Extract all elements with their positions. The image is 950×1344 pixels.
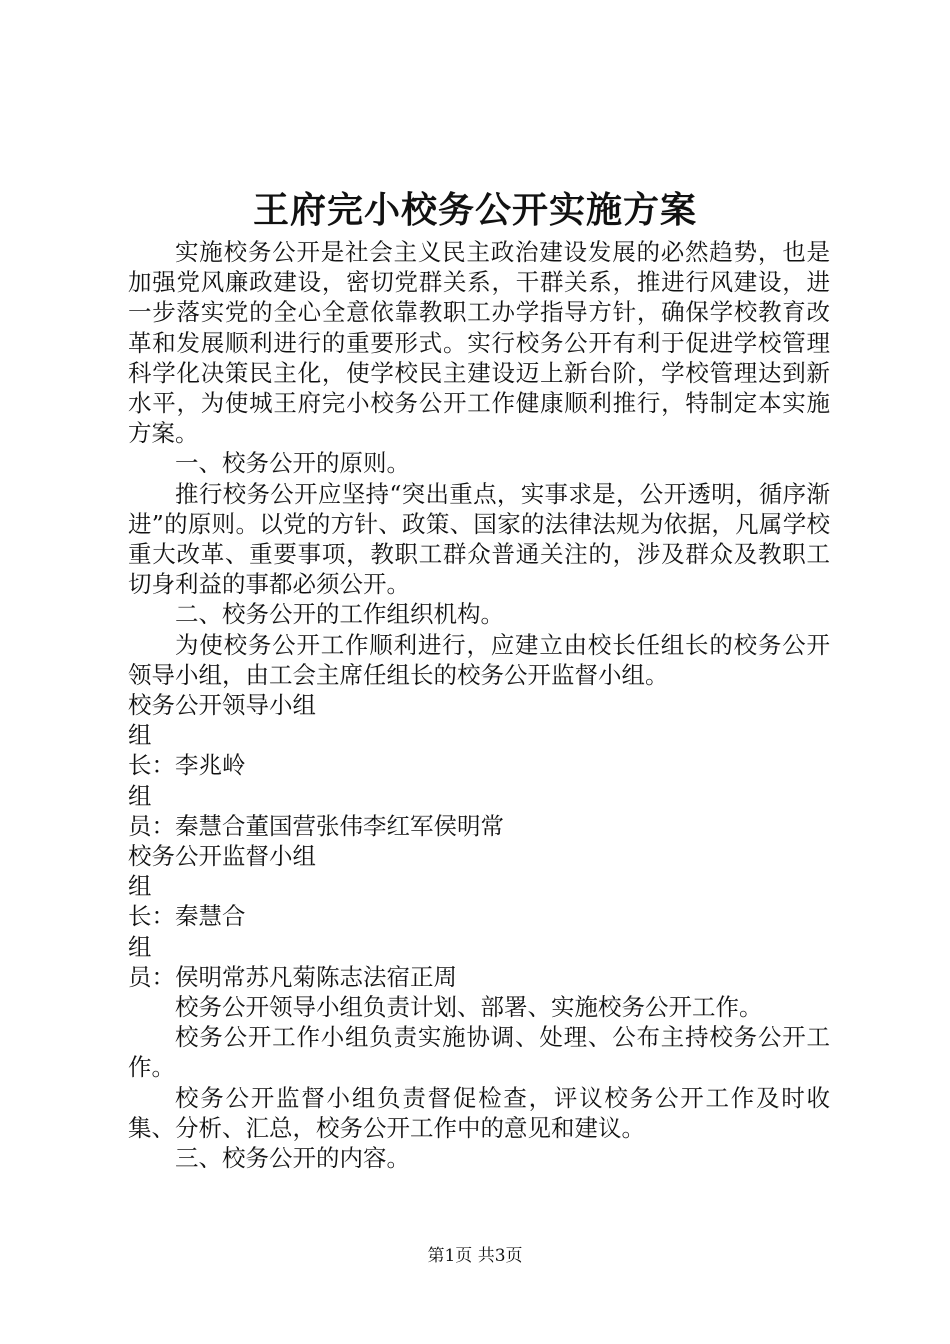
duty-paragraph-leadership: 校务公开领导小组负责计划、部署、实施校务公开工作。 (175, 993, 763, 1022)
leadership-leader-prefix: 组 (128, 721, 152, 750)
page-number-footer: 第1页 共3页 (427, 1246, 523, 1266)
leadership-group-heading: 校务公开领导小组 (128, 691, 316, 720)
supervision-group-heading: 校务公开监督小组 (128, 842, 316, 871)
section-two-heading: 二、校务公开的工作组织机构。 (175, 600, 504, 629)
organization-paragraph: 为使校务公开工作顺利进行，应建立由校长任组长的校务公开领导小组，由工会主席任组长的校务公开监督小组。 (128, 630, 830, 689)
duty-paragraph-working: 校务公开工作小组负责实施协调、处理、公布主持校务公开工作。 (128, 1023, 830, 1082)
document-body (128, 237, 830, 1173)
supervision-leader-prefix: 组 (128, 872, 152, 901)
supervision-members-prefix: 组 (128, 932, 152, 961)
supervision-members-line: 员：侯明常苏凡菊陈志法宿正周 (128, 962, 457, 991)
leadership-members-line: 员：秦慧合董国营张伟李红军侯明常 (128, 811, 504, 840)
supervision-leader-line: 长：秦慧合 (128, 902, 246, 931)
section-three-heading: 三、校务公开的内容。 (175, 1144, 410, 1173)
intro-paragraph: 实施校务公开是社会主义民主政治建设发展的必然趋势，也是加强党风廉政建设，密切党群关系，干群关系，推进行风建设，进一步落实党的全心全意依靠教职工办学指导方针，确保学校教育改革和发展顺利进行的重要形式。实行校务公开有利于促进学校管理科学化决策民主化，使学校民主建设迈上新台阶，学校管理达到新水平，为使城王府完小校务公开工作健康顺利推行，特制定本实施方案。 (128, 238, 830, 448)
duty-paragraph-supervision: 校务公开监督小组负责督促检查，评议校务公开工作及时收集、分析、汇总，校务公开工作中的意见和建议。 (128, 1083, 830, 1142)
section-one-heading: 一、校务公开的原则。 (175, 449, 410, 478)
document-title: 王府完小校务公开实施方案 (252, 189, 697, 231)
leadership-leader-line: 长：李兆岭 (128, 751, 246, 780)
principle-paragraph: 推行校务公开应坚持“突出重点，实事求是，公开透明，循序渐进”的原则。以党的方针、政策、国家的法律法规为依据，凡属学校重大改革、重要事项，教职工群众普通关注的，涉及群众及教职工切身利益的事都必须公开。 (128, 479, 830, 599)
leadership-members-prefix: 组 (128, 781, 152, 810)
